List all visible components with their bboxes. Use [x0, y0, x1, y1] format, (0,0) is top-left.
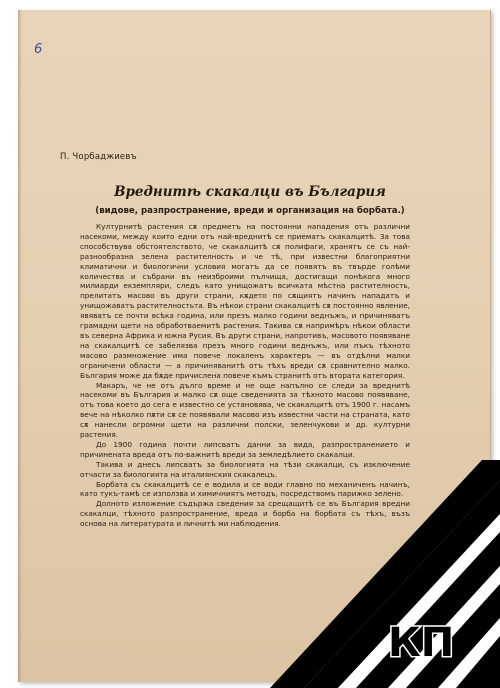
- author-name: П. Чорбаджиевъ: [60, 152, 137, 162]
- paper-edge-shadow: [18, 10, 22, 682]
- paragraph: До 1900 година почти липсватъ данни за вида, разпространението и причинената вреда отъ по-важнитѣ вреди за земледѣлието скакалци.: [80, 439, 410, 459]
- logo-text: КП: [388, 620, 455, 666]
- paragraph: Долното изложение съдържа сведения за срещащитѣ се въ България вредни скакалци, тѣхното разпространение, вреда и борба на борбата съ тѣхъ, възъ основа на литературата и личнитѣ ми наблюдения.: [80, 499, 410, 529]
- document-title: Вреднитѣ скакалци въ България: [114, 184, 386, 200]
- watermark-logo: [250, 460, 500, 688]
- document-subtitle: (видове, разпространение, вреди и организация на борбата.): [95, 206, 405, 216]
- paragraph: Макаръ, че не отъ дълго време и не още напълно се следи за вреднитѣ насекоми въ България и малко сѫ още сведенията за тѣхното масово появяване, отъ това което до сега е известно се установява, че скакалцитѣ отъ 1900 г. насамъ вече на нѣколко пѫти сѫ се появявали масово изъ известни части на страната, като сѫ нанесли огромни щети на различни полски, зеленчукови и др. културни растения.: [80, 380, 410, 440]
- handwritten-page-number: 6: [34, 42, 43, 57]
- paragraph: Такива и днесъ липсватъ за биологията на тѣзи скакалци, съ изключение отчасти за биологията на италиянския скакалецъ.: [80, 459, 410, 479]
- paragraph: Културнитѣ растения сѫ предметъ на постоянни нападения отъ различни насекоми, между които едни отъ най-вреднитѣ се приематъ скакалцитѣ. За това способствува обстоятелството, че скакалцитѣ сѫ полифаги, хранятъ се съ най-разнообразна зелена растителность и че тѣ, при известни благоприятни климатични и биологични условия могатъ да се появятъ въ твърде голѣми количества и събрани въ неизброими пълчища, достигащи понѣкога много милиарди екземпляри, следъ като унищожатъ всичката мѣстна растителность, прелитатъ масово въ други страни, кѫдето по сѫщиятъ начинъ нападатъ и унищожаватъ растителностьта. Въ нѣкои страни скакалцитѣ сѫ постоянно явление, явяватъ се почти всѣка година, или презъ малко години веднъжъ, и причиняватъ грамадни щети на обработваемитѣ растения. Такива сѫ напримѣръ нѣкои области въ северна Африка и южна Русия. Въ други страни, напротивъ, масовото появяване на скакалцитѣ се забелязва презъ много години веднъжъ, или пъкъ тѣхното масово размножение има повече локаленъ характеръ — въ отдѣлни малки ограничени области — а причиняванитѣ отъ тѣхъ вреди сѫ сравнително малко. България може да бѫде причислена повече къмъ странитѣ отъ втората категория.: [80, 222, 410, 380]
- paragraph: Борбата съ скакалцитѣ се е водила и се води главно по механиченъ начинъ, като тукъ-тамѣ се използва и химичниятъ методъ, посредствомъ парижко зелено.: [80, 479, 410, 499]
